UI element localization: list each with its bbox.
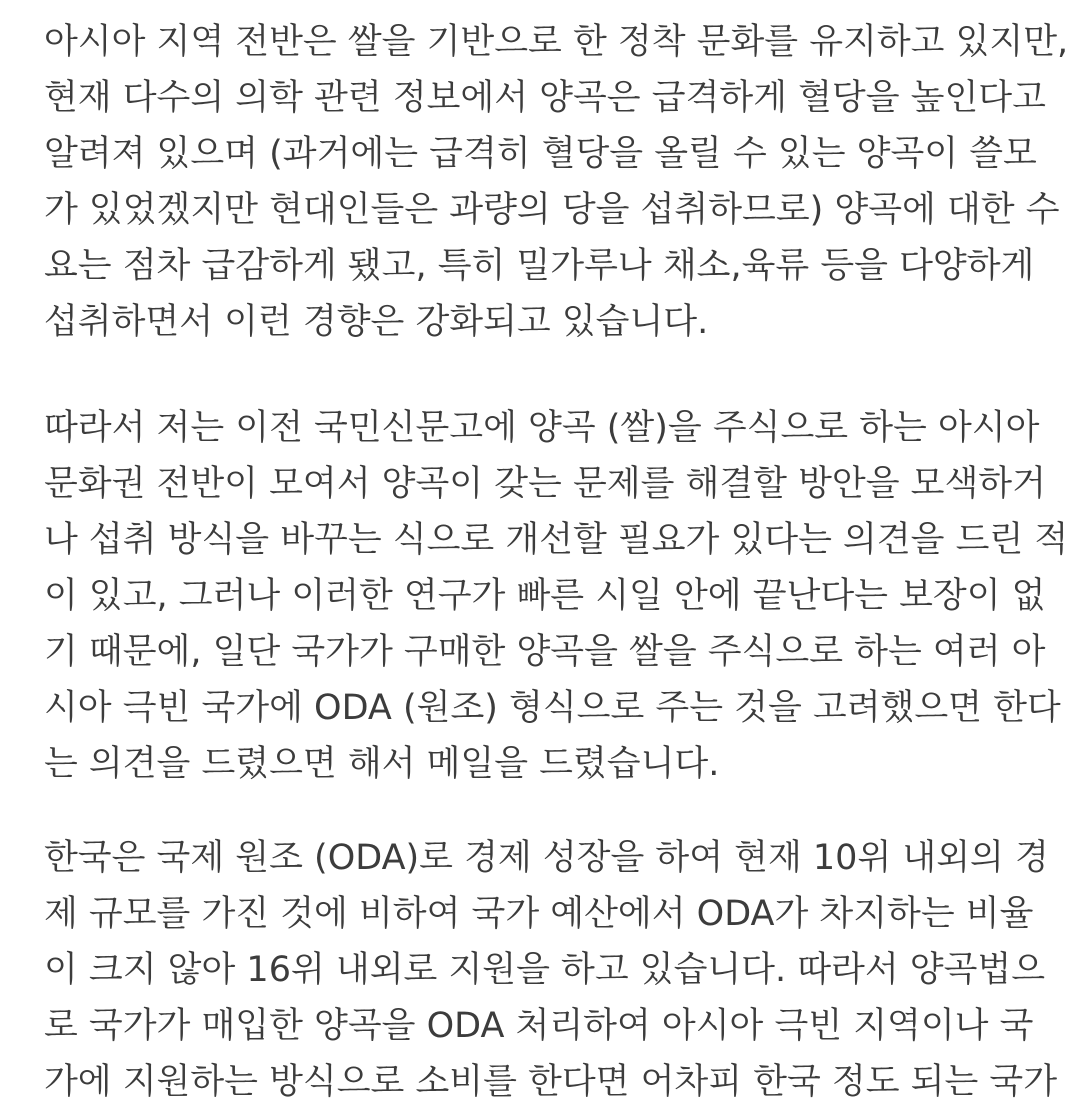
text-line: 따라서 저는 이전 국민신문고에 양곡 (쌀)을 주식으로 하는 아시아: [44, 408, 1040, 448]
text-line: 이 있고, 그러나 이러한 연구가 빠른 시일 안에 끝난다는 보장이 없: [44, 576, 1046, 616]
text-line: 알려져 있으며 (과거에는 급격히 혈당을 올릴 수 있는 양곡이 쓸모: [44, 134, 1037, 174]
text-line: 문화권 전반이 모여서 양곡이 갖는 문제를 해결할 방안을 모색하거: [44, 464, 1046, 504]
text-line: 가 있었겠지만 현대인들은 과량의 당을 섭취하므로) 양곡에 대한 수: [44, 190, 1060, 230]
text-line: 제 규모를 가진 것에 비하여 국가 예산에서 ODA가 차지하는 비율: [44, 894, 1034, 934]
paragraph-3: [44, 830, 1058, 1110]
text-line: 한국은 국제 원조 (ODA)로 경제 성장을 하여 현재 10위 내외의 경: [44, 838, 1049, 878]
text-line: 가에 지원하는 방식으로 소비를 한다면 어차피 한국 정도 되는 국가: [44, 1062, 1058, 1102]
text-line: 시아 극빈 국가에 ODA (원조) 형식으로 주는 것을 고려했으면 한다: [44, 688, 1061, 728]
text-line: 아시아 지역 전반은 쌀을 기반으로 한 정착 문화를 유지하고 있지만,: [44, 22, 1069, 62]
text-line: 이 크지 않아 16위 내외로 지원을 하고 있습니다. 따라서 양곡법으: [44, 950, 1046, 990]
text-line: 현재 다수의 의학 관련 정보에서 양곡은 급격하게 혈당을 높인다고: [44, 78, 1046, 118]
text-line: 는 의견을 드렸으면 해서 메일을 드렸습니다.: [44, 744, 720, 784]
text-line: 로 국가가 매입한 양곡을 ODA 처리하여 아시아 극빈 지역이나 국: [44, 1006, 1034, 1046]
text-line: 섭취하면서 이런 경향은 강화되고 있습니다.: [44, 302, 709, 342]
text-line: 기 때문에, 일단 국가가 구매한 양곡을 쌀을 주식으로 하는 여러 아: [44, 632, 1046, 672]
text-line: 요는 점차 급감하게 됐고, 특히 밀가루나 채소,육류 등을 다양하게: [44, 246, 1035, 286]
text-line: 나 섭취 방식을 바꾸는 식으로 개선할 필요가 있다는 의견을 드린 적: [44, 520, 1069, 560]
paragraph-1: [44, 14, 1069, 350]
paragraph-2: [44, 400, 1069, 792]
